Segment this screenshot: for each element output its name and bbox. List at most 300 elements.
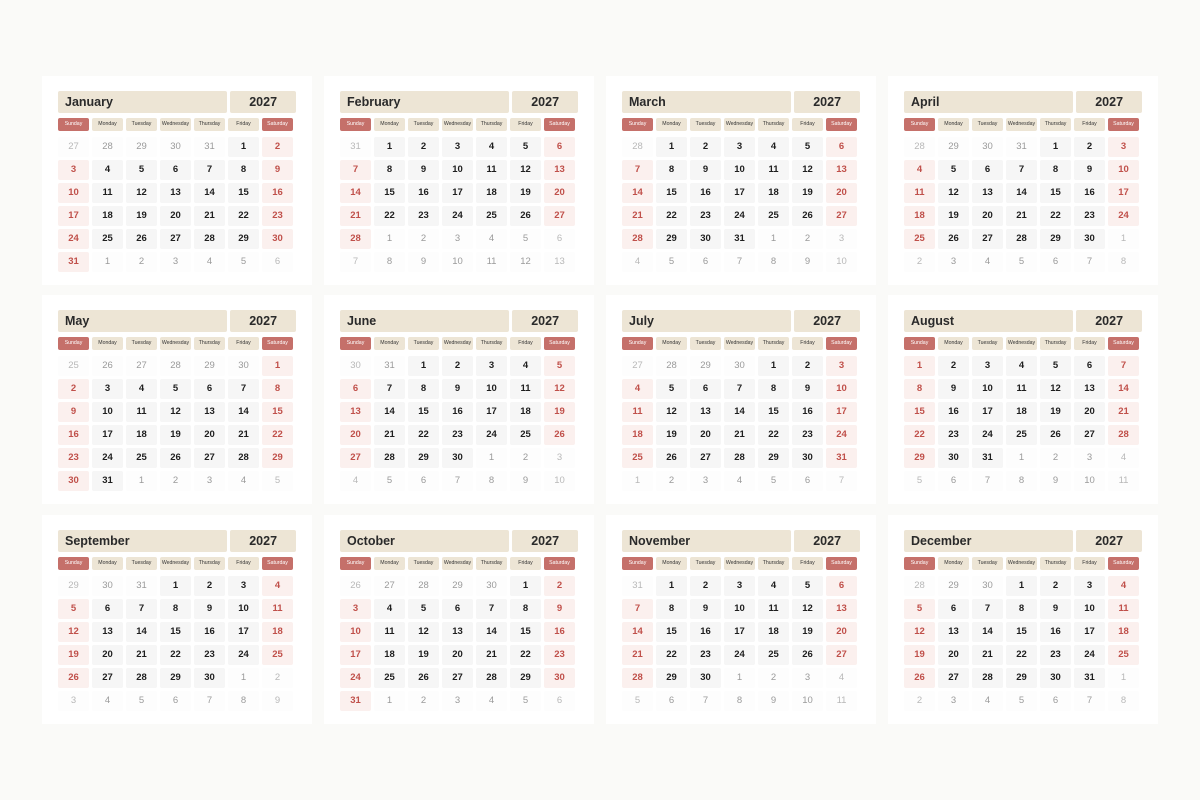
- day-cell: 23: [792, 425, 823, 445]
- week-row: [340, 137, 578, 157]
- adjacent-month-day: 5: [622, 691, 653, 711]
- day-cell: 23: [544, 645, 575, 665]
- day-cell: 15: [1040, 183, 1071, 203]
- day-cell: 18: [904, 206, 935, 226]
- day-cell: 15: [510, 622, 541, 642]
- day-cell: 27: [442, 668, 473, 688]
- adjacent-month-day: 5: [758, 471, 789, 491]
- day-cell: 2: [1074, 137, 1105, 157]
- weekday-saturday: Saturday: [544, 118, 575, 131]
- weekday-thursday: Thursday: [758, 118, 789, 131]
- day-cell: 20: [160, 206, 191, 226]
- day-cell: 8: [904, 379, 935, 399]
- day-cell: 15: [374, 183, 405, 203]
- day-cell: 4: [262, 576, 293, 596]
- day-cell: 21: [1108, 402, 1139, 422]
- day-cell: 26: [408, 668, 439, 688]
- weekday-sunday: Sunday: [904, 337, 935, 350]
- weekday-header-row: [622, 557, 860, 570]
- weekday-wednesday: Wednesday: [160, 337, 191, 350]
- adjacent-month-day: 5: [262, 471, 293, 491]
- adjacent-month-day: 6: [792, 471, 823, 491]
- adjacent-month-day: 10: [792, 691, 823, 711]
- day-cell: 13: [826, 599, 857, 619]
- week-row: [622, 137, 860, 157]
- day-cell: 10: [1074, 599, 1105, 619]
- day-cell: 10: [92, 402, 123, 422]
- day-cell: 29: [228, 229, 259, 249]
- week-row: [904, 137, 1142, 157]
- weekday-header-row: [904, 557, 1142, 570]
- adjacent-month-day: 28: [408, 576, 439, 596]
- weekday-saturday: Saturday: [262, 557, 293, 570]
- weekday-thursday: Thursday: [194, 557, 225, 570]
- day-cell: 15: [656, 183, 687, 203]
- day-cell: 11: [374, 622, 405, 642]
- day-cell: 5: [792, 137, 823, 157]
- day-cell: 3: [724, 576, 755, 596]
- week-row: [58, 183, 296, 203]
- day-cell: 21: [476, 645, 507, 665]
- month-header: [340, 310, 578, 332]
- adjacent-month-day: 4: [92, 691, 123, 711]
- day-cell: 1: [510, 576, 541, 596]
- adjacent-month-day: 29: [938, 137, 969, 157]
- weekday-monday: Monday: [374, 118, 405, 131]
- day-cell: 7: [126, 599, 157, 619]
- week-row: [340, 691, 578, 711]
- adjacent-month-day: 31: [126, 576, 157, 596]
- day-cell: 3: [1074, 576, 1105, 596]
- weekday-friday: Friday: [510, 337, 541, 350]
- day-cell: 4: [126, 379, 157, 399]
- adjacent-month-day: 28: [904, 137, 935, 157]
- month-name: January: [58, 91, 227, 113]
- day-cell: 22: [262, 425, 293, 445]
- adjacent-month-day: 31: [1006, 137, 1037, 157]
- day-cell: 14: [476, 622, 507, 642]
- adjacent-month-day: 28: [160, 356, 191, 376]
- day-cell: 14: [622, 183, 653, 203]
- adjacent-month-day: 4: [476, 229, 507, 249]
- day-cell: 16: [194, 622, 225, 642]
- week-row: [622, 645, 860, 665]
- weekday-sunday: Sunday: [340, 118, 371, 131]
- adjacent-month-day: 1: [1108, 668, 1139, 688]
- day-cell: 11: [262, 599, 293, 619]
- weekday-saturday: Saturday: [1108, 118, 1139, 131]
- adjacent-month-day: 13: [544, 252, 575, 272]
- day-cell: 6: [972, 160, 1003, 180]
- adjacent-month-day: 7: [690, 691, 721, 711]
- day-cell: 13: [340, 402, 371, 422]
- day-cell: 27: [194, 448, 225, 468]
- day-cell: 19: [408, 645, 439, 665]
- month-header: [58, 310, 296, 332]
- week-row: [904, 206, 1142, 226]
- adjacent-month-day: 9: [758, 691, 789, 711]
- day-cell: 1: [1006, 576, 1037, 596]
- day-cell: 21: [972, 645, 1003, 665]
- adjacent-month-day: 31: [194, 137, 225, 157]
- adjacent-month-day: 25: [58, 356, 89, 376]
- month-days: [622, 137, 860, 272]
- day-cell: 17: [972, 402, 1003, 422]
- week-row: [622, 160, 860, 180]
- day-cell: 7: [194, 160, 225, 180]
- weekday-thursday: Thursday: [758, 557, 789, 570]
- day-cell: 27: [340, 448, 371, 468]
- adjacent-month-day: 11: [826, 691, 857, 711]
- weekday-header-row: [340, 557, 578, 570]
- month-name: March: [622, 91, 791, 113]
- day-cell: 6: [160, 160, 191, 180]
- day-cell: 25: [374, 668, 405, 688]
- adjacent-month-day: 30: [972, 137, 1003, 157]
- adjacent-month-day: 2: [262, 668, 293, 688]
- day-cell: 8: [262, 379, 293, 399]
- adjacent-month-day: 5: [228, 252, 259, 272]
- week-row: [58, 599, 296, 619]
- day-cell: 23: [938, 425, 969, 445]
- day-cell: 16: [58, 425, 89, 445]
- day-cell: 12: [544, 379, 575, 399]
- day-cell: 25: [904, 229, 935, 249]
- day-cell: 7: [1006, 160, 1037, 180]
- weekday-header-row: [340, 118, 578, 131]
- adjacent-month-day: 7: [724, 252, 755, 272]
- day-cell: 25: [262, 645, 293, 665]
- day-cell: 13: [938, 622, 969, 642]
- week-row: [904, 402, 1142, 422]
- day-cell: 2: [690, 137, 721, 157]
- day-cell: 31: [340, 691, 371, 711]
- day-cell: 1: [758, 356, 789, 376]
- day-cell: 6: [92, 599, 123, 619]
- day-cell: 24: [442, 206, 473, 226]
- day-cell: 3: [58, 160, 89, 180]
- week-row: [904, 356, 1142, 376]
- day-cell: 13: [442, 622, 473, 642]
- adjacent-month-day: 28: [622, 137, 653, 157]
- day-cell: 18: [476, 183, 507, 203]
- day-cell: 26: [58, 668, 89, 688]
- weekday-thursday: Thursday: [1040, 337, 1071, 350]
- week-row: [58, 668, 296, 688]
- day-cell: 9: [1040, 599, 1071, 619]
- day-cell: 8: [160, 599, 191, 619]
- month-header: [904, 91, 1142, 113]
- day-cell: 29: [510, 668, 541, 688]
- day-cell: 10: [724, 599, 755, 619]
- day-cell: 10: [972, 379, 1003, 399]
- month-header: [904, 530, 1142, 552]
- week-row: [904, 622, 1142, 642]
- week-row: [58, 645, 296, 665]
- day-cell: 9: [1074, 160, 1105, 180]
- day-cell: 25: [476, 206, 507, 226]
- adjacent-month-day: 3: [826, 229, 857, 249]
- week-row: [340, 425, 578, 445]
- day-cell: 21: [1006, 206, 1037, 226]
- adjacent-month-day: 4: [194, 252, 225, 272]
- day-cell: 8: [656, 160, 687, 180]
- week-row: [58, 691, 296, 711]
- weekday-wednesday: Wednesday: [442, 118, 473, 131]
- adjacent-month-day: 30: [972, 576, 1003, 596]
- year-label: 2027: [1076, 310, 1142, 332]
- day-cell: 10: [340, 622, 371, 642]
- day-cell: 23: [262, 206, 293, 226]
- weekday-thursday: Thursday: [476, 337, 507, 350]
- adjacent-month-day: 5: [904, 471, 935, 491]
- day-cell: 19: [544, 402, 575, 422]
- adjacent-month-day: 2: [1040, 448, 1071, 468]
- day-cell: 30: [1074, 229, 1105, 249]
- month-header: [904, 310, 1142, 332]
- week-row: [340, 356, 578, 376]
- adjacent-month-day: 5: [126, 691, 157, 711]
- day-cell: 28: [476, 668, 507, 688]
- day-cell: 27: [544, 206, 575, 226]
- day-cell: 27: [972, 229, 1003, 249]
- day-cell: 4: [904, 160, 935, 180]
- weekday-monday: Monday: [938, 118, 969, 131]
- day-cell: 17: [724, 183, 755, 203]
- adjacent-month-day: 4: [228, 471, 259, 491]
- weekday-sunday: Sunday: [58, 118, 89, 131]
- day-cell: 23: [408, 206, 439, 226]
- weekday-monday: Monday: [938, 557, 969, 570]
- day-cell: 25: [622, 448, 653, 468]
- adjacent-month-day: 2: [656, 471, 687, 491]
- adjacent-month-day: 8: [1108, 691, 1139, 711]
- day-cell: 27: [826, 206, 857, 226]
- day-cell: 24: [476, 425, 507, 445]
- day-cell: 9: [544, 599, 575, 619]
- day-cell: 2: [938, 356, 969, 376]
- month-card-august: [888, 295, 1158, 504]
- day-cell: 15: [262, 402, 293, 422]
- adjacent-month-day: 1: [1108, 229, 1139, 249]
- day-cell: 10: [442, 160, 473, 180]
- adjacent-month-day: 5: [510, 691, 541, 711]
- day-cell: 3: [228, 576, 259, 596]
- day-cell: 20: [826, 183, 857, 203]
- day-cell: 11: [126, 402, 157, 422]
- weekday-monday: Monday: [656, 337, 687, 350]
- adjacent-month-day: 1: [1006, 448, 1037, 468]
- day-cell: 5: [544, 356, 575, 376]
- adjacent-month-day: 1: [758, 229, 789, 249]
- day-cell: 22: [408, 425, 439, 445]
- day-cell: 27: [938, 668, 969, 688]
- adjacent-month-day: 7: [972, 471, 1003, 491]
- day-cell: 24: [972, 425, 1003, 445]
- adjacent-month-day: 2: [510, 448, 541, 468]
- month-card-november: [606, 515, 876, 724]
- adjacent-month-day: 7: [340, 252, 371, 272]
- day-cell: 28: [724, 448, 755, 468]
- day-cell: 10: [476, 379, 507, 399]
- week-row: [622, 599, 860, 619]
- year-label: 2027: [230, 310, 296, 332]
- weekday-thursday: Thursday: [1040, 118, 1071, 131]
- week-row: [904, 229, 1142, 249]
- day-cell: 6: [1074, 356, 1105, 376]
- day-cell: 31: [724, 229, 755, 249]
- adjacent-month-day: 8: [228, 691, 259, 711]
- day-cell: 13: [194, 402, 225, 422]
- adjacent-month-day: 6: [544, 691, 575, 711]
- day-cell: 16: [690, 622, 721, 642]
- day-cell: 13: [1074, 379, 1105, 399]
- weekday-tuesday: Tuesday: [126, 118, 157, 131]
- week-row: [622, 252, 860, 272]
- week-row: [340, 668, 578, 688]
- week-row: [622, 622, 860, 642]
- day-cell: 21: [228, 425, 259, 445]
- day-cell: 7: [724, 379, 755, 399]
- adjacent-month-day: 10: [1074, 471, 1105, 491]
- day-cell: 19: [1040, 402, 1071, 422]
- day-cell: 22: [160, 645, 191, 665]
- month-days: [904, 137, 1142, 272]
- month-header: [340, 530, 578, 552]
- day-cell: 5: [408, 599, 439, 619]
- day-cell: 7: [374, 379, 405, 399]
- weekday-tuesday: Tuesday: [972, 557, 1003, 570]
- day-cell: 5: [938, 160, 969, 180]
- adjacent-month-day: 1: [622, 471, 653, 491]
- year-label: 2027: [794, 91, 860, 113]
- weekday-monday: Monday: [656, 557, 687, 570]
- adjacent-month-day: 4: [622, 252, 653, 272]
- adjacent-month-day: 11: [1108, 471, 1139, 491]
- week-row: [622, 356, 860, 376]
- day-cell: 26: [1040, 425, 1071, 445]
- adjacent-month-day: 2: [904, 252, 935, 272]
- day-cell: 18: [622, 425, 653, 445]
- weekday-friday: Friday: [228, 118, 259, 131]
- week-row: [58, 160, 296, 180]
- weekday-sunday: Sunday: [340, 557, 371, 570]
- month-card-june: [324, 295, 594, 504]
- day-cell: 11: [510, 379, 541, 399]
- day-cell: 28: [972, 668, 1003, 688]
- day-cell: 17: [442, 183, 473, 203]
- weekday-sunday: Sunday: [904, 557, 935, 570]
- day-cell: 5: [792, 576, 823, 596]
- day-cell: 23: [58, 448, 89, 468]
- day-cell: 11: [92, 183, 123, 203]
- day-cell: 24: [58, 229, 89, 249]
- day-cell: 21: [340, 206, 371, 226]
- day-cell: 23: [1040, 645, 1071, 665]
- day-cell: 4: [622, 379, 653, 399]
- day-cell: 30: [442, 448, 473, 468]
- day-cell: 16: [262, 183, 293, 203]
- day-cell: 23: [1074, 206, 1105, 226]
- day-cell: 17: [476, 402, 507, 422]
- week-row: [58, 448, 296, 468]
- day-cell: 2: [58, 379, 89, 399]
- weekday-wednesday: Wednesday: [724, 337, 755, 350]
- week-row: [904, 691, 1142, 711]
- adjacent-month-day: 5: [510, 229, 541, 249]
- day-cell: 20: [938, 645, 969, 665]
- week-row: [340, 229, 578, 249]
- day-cell: 14: [126, 622, 157, 642]
- adjacent-month-day: 7: [1074, 252, 1105, 272]
- weekday-saturday: Saturday: [826, 118, 857, 131]
- weekday-monday: Monday: [656, 118, 687, 131]
- day-cell: 6: [690, 379, 721, 399]
- day-cell: 14: [1108, 379, 1139, 399]
- weekday-tuesday: Tuesday: [408, 557, 439, 570]
- day-cell: 8: [408, 379, 439, 399]
- week-row: [904, 183, 1142, 203]
- adjacent-month-day: 3: [938, 691, 969, 711]
- adjacent-month-day: 29: [442, 576, 473, 596]
- day-cell: 1: [904, 356, 935, 376]
- week-row: [340, 576, 578, 596]
- day-cell: 26: [938, 229, 969, 249]
- day-cell: 20: [194, 425, 225, 445]
- adjacent-month-day: 4: [1108, 448, 1139, 468]
- day-cell: 2: [442, 356, 473, 376]
- day-cell: 10: [228, 599, 259, 619]
- weekday-friday: Friday: [228, 337, 259, 350]
- day-cell: 24: [1074, 645, 1105, 665]
- day-cell: 12: [510, 160, 541, 180]
- day-cell: 4: [476, 137, 507, 157]
- day-cell: 19: [510, 183, 541, 203]
- day-cell: 9: [792, 379, 823, 399]
- day-cell: 9: [194, 599, 225, 619]
- day-cell: 24: [724, 206, 755, 226]
- day-cell: 10: [724, 160, 755, 180]
- month-card-march: [606, 76, 876, 285]
- day-cell: 2: [1040, 576, 1071, 596]
- day-cell: 3: [724, 137, 755, 157]
- month-name: June: [340, 310, 509, 332]
- adjacent-month-day: 30: [92, 576, 123, 596]
- month-name: October: [340, 530, 509, 552]
- adjacent-month-day: 8: [1108, 252, 1139, 272]
- day-cell: 12: [938, 183, 969, 203]
- adjacent-month-day: 29: [58, 576, 89, 596]
- day-cell: 5: [510, 137, 541, 157]
- day-cell: 1: [228, 137, 259, 157]
- week-row: [622, 183, 860, 203]
- weekday-tuesday: Tuesday: [408, 337, 439, 350]
- day-cell: 27: [1074, 425, 1105, 445]
- day-cell: 25: [126, 448, 157, 468]
- day-cell: 22: [1040, 206, 1071, 226]
- day-cell: 14: [340, 183, 371, 203]
- week-row: [340, 206, 578, 226]
- day-cell: 29: [904, 448, 935, 468]
- weekday-friday: Friday: [510, 557, 541, 570]
- weekday-thursday: Thursday: [194, 337, 225, 350]
- day-cell: 3: [442, 137, 473, 157]
- adjacent-month-day: 27: [374, 576, 405, 596]
- adjacent-month-day: 6: [408, 471, 439, 491]
- day-cell: 16: [442, 402, 473, 422]
- day-cell: 8: [374, 160, 405, 180]
- week-row: [904, 471, 1142, 491]
